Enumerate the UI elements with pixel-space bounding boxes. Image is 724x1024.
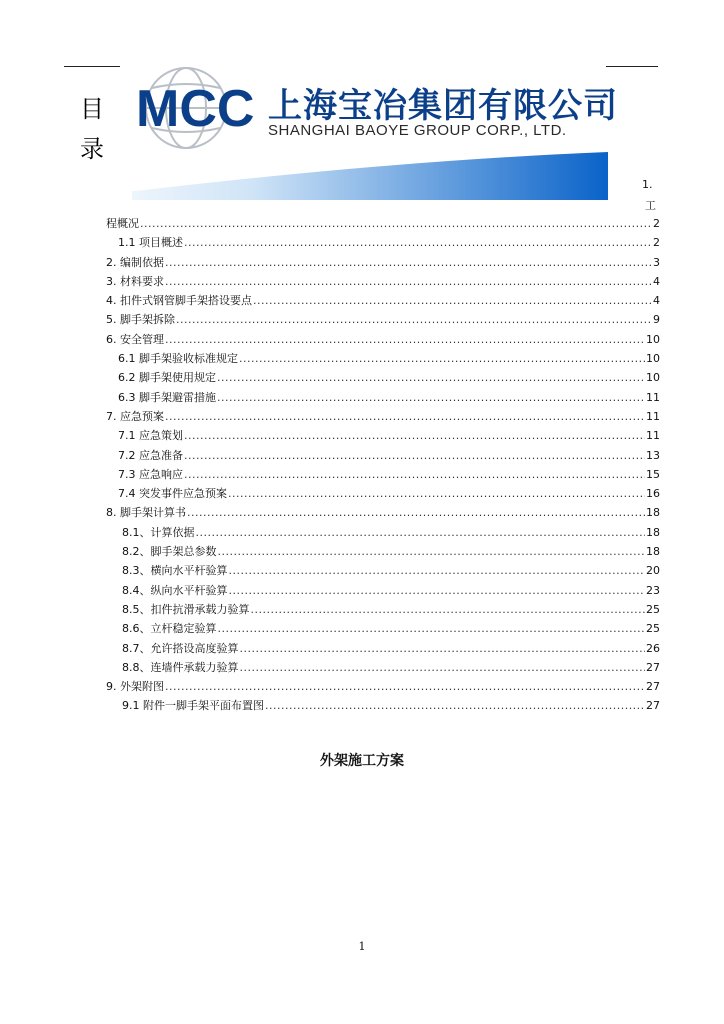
- toc-leader-dots: [240, 658, 646, 677]
- toc-leader-dots: [165, 272, 652, 291]
- toc-entry-page: 10: [646, 371, 660, 385]
- toc-entry[interactable]: [106, 330, 660, 349]
- toc-leader-dots: [239, 349, 645, 368]
- toc-leader-dots: [165, 330, 645, 349]
- toc-entry-page: 10: [646, 332, 660, 346]
- toc-entry[interactable]: [106, 233, 660, 252]
- toc-entry-label: 8.8、连墙件承载力验算: [122, 660, 239, 674]
- toc-entry-page: 15: [646, 467, 660, 481]
- toc-first-number: 1.: [642, 178, 653, 191]
- toc-entry-page: 11: [646, 429, 660, 443]
- toc-entry[interactable]: [106, 407, 660, 426]
- toc-title-char-1: 目: [80, 95, 104, 123]
- toc-entry-label: 7.4 突发事件应急预案: [118, 487, 227, 501]
- toc-entry-label: 6.3 脚手架避雷措施: [118, 390, 216, 404]
- toc-entry-label: 6. 安全管理: [106, 332, 164, 346]
- table-of-contents: [106, 214, 660, 716]
- toc-entry-page: 27: [646, 660, 660, 674]
- toc-entry[interactable]: [106, 619, 660, 638]
- toc-leader-dots: [229, 561, 646, 580]
- toc-entry-label: 2. 编制依据: [106, 255, 164, 269]
- toc-entry-page: 23: [646, 583, 660, 597]
- toc-entry-label: 3. 材料要求: [106, 274, 164, 288]
- logo-mark-text: MCC: [136, 80, 255, 138]
- company-logo: [132, 62, 618, 202]
- toc-entry[interactable]: [106, 388, 660, 407]
- toc-entry-page: 27: [646, 680, 660, 694]
- toc-entry[interactable]: [106, 426, 660, 445]
- toc-leader-dots: [217, 368, 645, 387]
- toc-entry[interactable]: [106, 214, 660, 233]
- toc-entry[interactable]: [106, 368, 660, 387]
- toc-entry-label: 程概况: [106, 217, 139, 230]
- toc-leader-dots: [165, 407, 645, 426]
- toc-entry-label: 8.5、扣件抗滑承载力验算: [122, 602, 250, 616]
- toc-leader-dots: [176, 310, 652, 329]
- toc-leader-dots: [229, 581, 646, 600]
- toc-leader-dots: [165, 253, 652, 272]
- toc-leader-dots: [253, 291, 652, 310]
- toc-entry-page: 3: [653, 255, 660, 269]
- toc-leader-dots: [184, 465, 645, 484]
- toc-entry[interactable]: [106, 484, 660, 503]
- toc-entry-label: 6.1 脚手架验收标准规定: [118, 352, 238, 366]
- toc-entry-page: 25: [646, 622, 660, 636]
- toc-entry-label: 8.4、纵向水平杆验算: [122, 583, 228, 597]
- toc-entry-label: 8. 脚手架计算书: [106, 506, 186, 520]
- toc-entry[interactable]: [106, 542, 660, 561]
- toc-entry-page: 11: [646, 390, 660, 404]
- document-title: 外架施工方案: [320, 753, 404, 769]
- toc-title-char-2: 录: [80, 135, 104, 163]
- toc-leader-dots: [251, 600, 646, 619]
- toc-entry-page: 13: [646, 448, 660, 462]
- toc-entry-page: 4: [653, 294, 660, 308]
- toc-entry[interactable]: [106, 446, 660, 465]
- toc-entry-label: 4. 扣件式钢管脚手架搭设要点: [106, 294, 252, 308]
- toc-leader-dots: [196, 523, 646, 542]
- company-name-cn: 上海宝冶集团有限公司: [268, 86, 618, 126]
- page-number: 1: [358, 940, 366, 953]
- toc-entry[interactable]: [106, 639, 660, 658]
- toc-entry-label: 7.3 应急响应: [118, 467, 183, 481]
- toc-leader-dots: [218, 619, 646, 638]
- toc-entry-page: 18: [646, 545, 660, 559]
- logo-swoosh: [132, 152, 608, 200]
- toc-entry-page: 4: [653, 274, 660, 288]
- toc-entry-page: 18: [646, 525, 660, 539]
- toc-entry[interactable]: [106, 272, 660, 291]
- toc-entry-label: 8.1、计算依据: [122, 525, 195, 539]
- toc-entry-label: 8.2、脚手架总参数: [122, 545, 217, 559]
- toc-entry[interactable]: [106, 696, 660, 715]
- toc-leader-dots: [228, 484, 645, 503]
- toc-entry-page: 18: [646, 506, 660, 520]
- header-rule-left: [64, 66, 120, 67]
- company-name-en: SHANGHAI BAOYE GROUP CORP., LTD.: [268, 122, 567, 139]
- toc-leader-dots: [140, 214, 652, 233]
- toc-leader-dots: [218, 542, 646, 561]
- toc-leader-dots: [184, 426, 645, 445]
- toc-entry-label: 9.1 附件一脚手架平面布置图: [122, 699, 264, 713]
- toc-entry-page: 9: [653, 313, 660, 327]
- toc-leader-dots: [265, 696, 645, 715]
- toc-leader-dots: [184, 233, 652, 252]
- toc-entry[interactable]: [106, 523, 660, 542]
- toc-entry[interactable]: [106, 561, 660, 580]
- toc-entry-label: 6.2 脚手架使用规定: [118, 371, 216, 385]
- toc-entry-page: 16: [646, 487, 660, 501]
- toc-entry[interactable]: [106, 291, 660, 310]
- toc-entry-label: 7.1 应急策划: [118, 429, 183, 443]
- toc-entry-label: 8.7、允许搭设高度验算: [122, 641, 239, 655]
- toc-entry[interactable]: [106, 600, 660, 619]
- toc-entry[interactable]: [106, 677, 660, 696]
- toc-first-char: 工: [645, 199, 656, 212]
- toc-entry-page: 20: [646, 564, 660, 578]
- toc-entry[interactable]: [106, 253, 660, 272]
- toc-entry[interactable]: [106, 349, 660, 368]
- toc-entry[interactable]: [106, 658, 660, 677]
- toc-entry-label: 1.1 项目概述: [118, 236, 183, 250]
- toc-leader-dots: [217, 388, 645, 407]
- toc-entry-label: 8.6、立杆稳定验算: [122, 622, 217, 636]
- toc-entry[interactable]: [106, 310, 660, 329]
- toc-entry-page: 11: [646, 409, 660, 423]
- toc-entry-label: 7.2 应急准备: [118, 448, 183, 462]
- toc-entry-page: 2: [653, 217, 660, 230]
- toc-entry-label: 8.3、横向水平杆验算: [122, 564, 228, 578]
- toc-entry-label: 7. 应急预案: [106, 409, 164, 423]
- toc-entry[interactable]: [106, 503, 660, 522]
- header-rule-right: [606, 66, 658, 67]
- toc-entry-page: 10: [646, 352, 660, 366]
- toc-entry-page: 26: [646, 641, 660, 655]
- toc-entry[interactable]: [106, 581, 660, 600]
- toc-entry-label: 9. 外架附图: [106, 680, 164, 694]
- toc-leader-dots: [187, 503, 645, 522]
- toc-leader-dots: [240, 639, 646, 658]
- toc-entry[interactable]: [106, 465, 660, 484]
- toc-leader-dots: [165, 677, 645, 696]
- toc-entry-page: 25: [646, 602, 660, 616]
- toc-entry-page: 2: [653, 236, 660, 250]
- toc-leader-dots: [184, 446, 645, 465]
- toc-entry-label: 5. 脚手架拆除: [106, 313, 175, 327]
- toc-entry-page: 27: [646, 699, 660, 713]
